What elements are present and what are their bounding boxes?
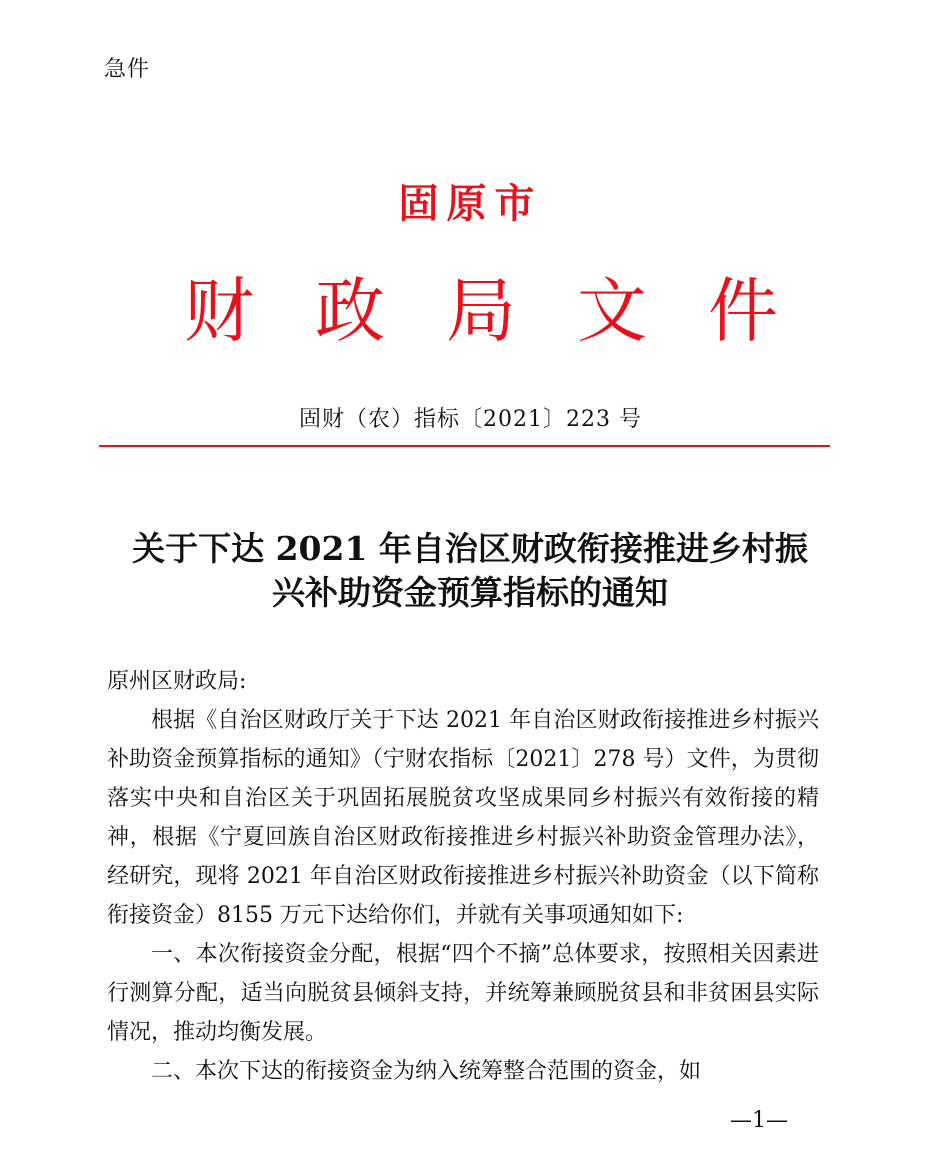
page-number: —1— xyxy=(730,1108,788,1133)
document-title xyxy=(100,527,840,615)
document-body xyxy=(107,662,819,1091)
issuer-title-char: 政 xyxy=(315,270,385,352)
body-paragraph: 一、本次衔接资金分配，根据“四个不摘”总体要求，按照相关因素进行测算分配，适当向脱贫县倾斜支持，并统筹兼顾脱贫县和非贫困县实际情况，推动均衡发展。 xyxy=(107,942,819,1045)
issuer-title-char: 件 xyxy=(708,270,778,352)
issuer-title-char: 财 xyxy=(184,270,254,352)
urgency-label: 急件 xyxy=(104,57,151,82)
letterhead-divider xyxy=(99,445,830,447)
addressee: 原州区财政局: xyxy=(107,669,247,694)
document-number: 固财（农）指标〔2021〕223 号 xyxy=(299,407,642,432)
document-title-line: 兴补助资金预算指标的通知 xyxy=(272,573,668,612)
body-paragraph: 根据《自治区财政厅关于下达 2021 年自治区财政衔接推进乡村振兴补助资金预算指标的通知》（宁财农指标〔2021〕278 号）文件，为贯彻落实中央和自治区关于巩固拓展脱贫攻坚成果同乡村振兴有效衔接的精神，根据《宁夏回族自治区财政衔接推进乡村振兴补助资金管理办法》，经研究，现将 2021 年自治区财政衔接推进乡村振兴补助资金（以下简称衔接资金）8155 万元下达给你们，并就有关事项通知如下: xyxy=(107,708,819,928)
issuer-title-char: 局 xyxy=(446,270,516,352)
issuer-title xyxy=(181,255,781,356)
issuer-city: 固原市 xyxy=(398,180,543,227)
issuer-title-char: 文 xyxy=(577,270,647,352)
document-title-line: 关于下达 2021 年自治区财政衔接推进乡村振 xyxy=(132,529,808,568)
body-paragraph: 二、本次下达的衔接资金为纳入统筹整合范围的资金，如 xyxy=(151,1059,702,1084)
